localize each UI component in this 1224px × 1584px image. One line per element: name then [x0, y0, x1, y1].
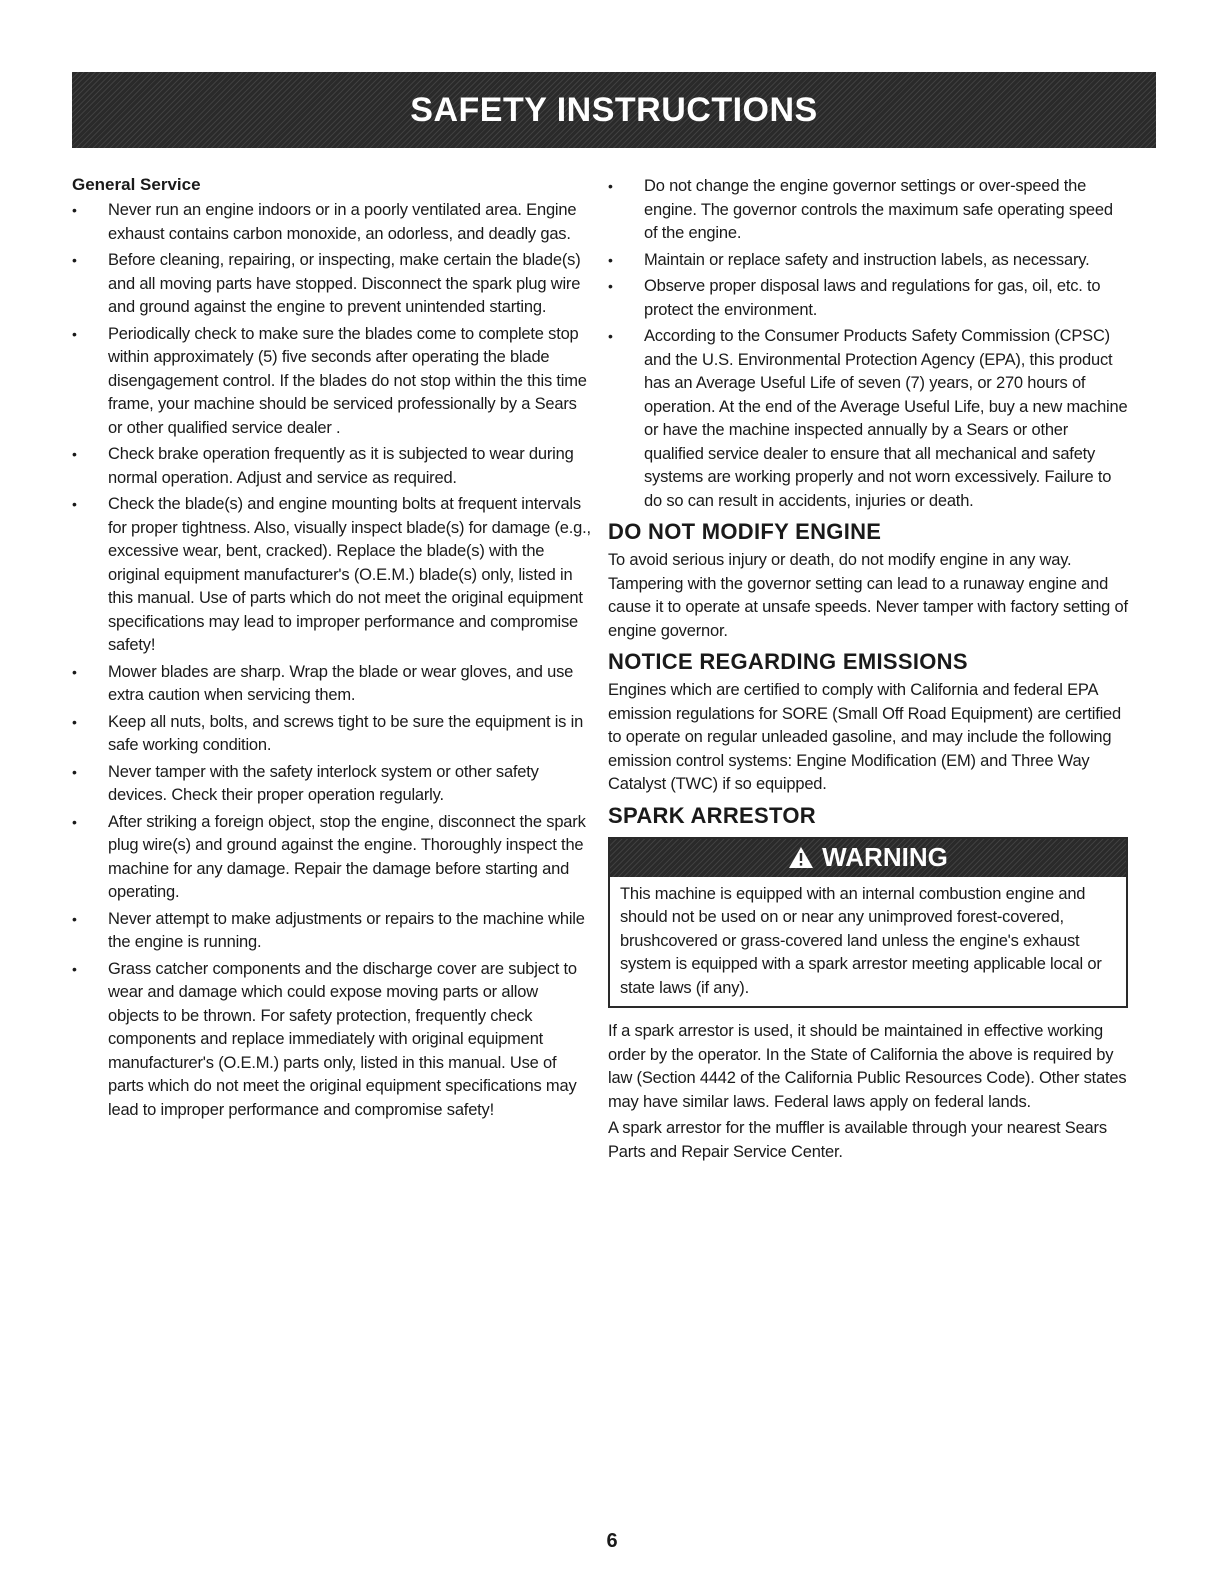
general-service-list — [72, 199, 592, 1122]
list-item: • Do not change the engine governor settings or over-speed the engine. The governor controls the maximum safe operating speed of the engine. — [608, 175, 1128, 246]
list-item: • Keep all nuts, bolts, and screws tight to be sure the equipment is in safe working condition. — [72, 711, 592, 758]
emissions-heading: NOTICE REGARDING EMISSIONS — [608, 649, 968, 674]
list-item: • Check the blade(s) and engine mounting bolts at frequent intervals for proper tightness. Also, visually inspect blade(s) for damage (e.g., excessive wear, bent, cracked). Replace the blade(s) with the original equipment manufacturer's (O.E.M.) blade(s) only, listed in this manual. Use of parts which do not meet the original equipment specifications may lead to improper performance and compromise safety! — [72, 493, 592, 658]
warning-text: This machine is equipped with an internal combustion engine and should not be used on or near any unimproved forest-covered, brushcovered or grass-covered land unless the engine's exhaust system is equipped with a spark arrestor meeting applicable local or state laws (if any). — [620, 884, 1102, 997]
general-service-heading: General Service — [72, 175, 201, 194]
spark-arrestor-para-2: A spark arrestor for the muffler is available through your nearest Sears Parts and Repair Service Center. — [608, 1119, 1107, 1161]
spark-arrestor-para-1: If a spark arrestor is used, it should be maintained in effective working order by the operator. In the State of California the above is required by law (Section 4442 of the California Public Resources Code). Other states may have similar laws. Federal laws apply on federal lands. — [608, 1022, 1127, 1111]
list-item: • Periodically check to make sure the blades come to complete stop within approximately (5) five seconds after operating the blade disengagement control. If the blades do not stop within the this time frame, your machine should be serviced professionally by a Sears or other qualified service dealer . — [72, 323, 592, 441]
left-column — [72, 175, 592, 1125]
list-item: • After striking a foreign object, stop the engine, disconnect the spark plug wire(s) and ground against the engine. Thoroughly inspect the machine for any damage. Repair the damage before starting and operating. — [72, 811, 592, 905]
spark-arrestor-heading: SPARK ARRESTOR — [608, 802, 816, 828]
page-title: SAFETY INSTRUCTIONS — [410, 90, 818, 129]
right-column — [608, 175, 1128, 1167]
modify-engine-text: To avoid serious injury or death, do not modify engine in any way. Tampering with the governor setting can lead to a runaway engine and cause it to operate at unsafe speeds. Never tamper with factory setting of engine governor. — [608, 551, 1128, 640]
warning-box — [608, 837, 1128, 1009]
list-item: • Never run an engine indoors or in a poorly ventilated area. Engine exhaust contains carbon monoxide, an odorless, and deadly gas. — [72, 199, 592, 246]
list-item: • Mower blades are sharp. Wrap the blade or wear gloves, and use extra caution when servicing them. — [72, 661, 592, 708]
list-item: • Before cleaning, repairing, or inspecting, make certain the blade(s) and all moving parts have stopped. Disconnect the spark plug wire and ground against the engine to prevent unintended starting. — [72, 249, 592, 320]
list-item: • Grass catcher components and the discharge cover are subject to wear and damage which could expose moving parts or allow objects to be thrown. For safety protection, frequently check components and replace immediately with original equipment manufacturer's (O.E.M.) parts only, listed in this manual. Use of parts which do not meet the original equipment specifications may lead to improper performance and compromise safety! — [72, 958, 592, 1123]
warning-triangle-icon — [788, 846, 814, 869]
list-item: • Observe proper disposal laws and regulations for gas, oil, etc. to protect the environment. — [608, 275, 1128, 322]
section-banner — [72, 72, 1156, 148]
warning-label: WARNING — [822, 842, 948, 872]
list-item: • Never tamper with the safety interlock system or other safety devices. Check their proper operation regularly. — [72, 761, 592, 808]
emissions-text: Engines which are certified to comply with California and federal EPA emission regulations for SORE (Small Off Road Equipment) are certified to operate on regular unleaded gasoline, and may include the following emission control systems: Engine Modification (EM) and Three Way Catalyst (TWC) if so equipped. — [608, 681, 1122, 793]
modify-engine-heading: DO NOT MODIFY ENGINE — [608, 519, 882, 544]
list-item: • According to the Consumer Products Safety Commission (CPSC) and the U.S. Environmental Protection Agency (EPA), this product has an Average Useful Life of seven (7) years, or 270 hours of operation. At the end of the Average Useful Life, buy a new machine or have the machine inspected annually by a Sears or other qualified service dealer to ensure that all mechanical and safety systems are working properly and not worn excessively. Failure to do so can result in accidents, injuries or death. — [608, 325, 1128, 513]
right-bullet-list — [608, 175, 1128, 513]
warning-header — [610, 839, 1126, 877]
list-item: • Maintain or replace safety and instruction labels, as necessary. — [608, 249, 1128, 273]
list-item: • Check brake operation frequently as it is subjected to wear during normal operation. Adjust and service as required. — [72, 443, 592, 490]
page-number: 6 — [606, 1530, 618, 1552]
list-item: • Never attempt to make adjustments or repairs to the machine while the engine is running. — [72, 908, 592, 955]
